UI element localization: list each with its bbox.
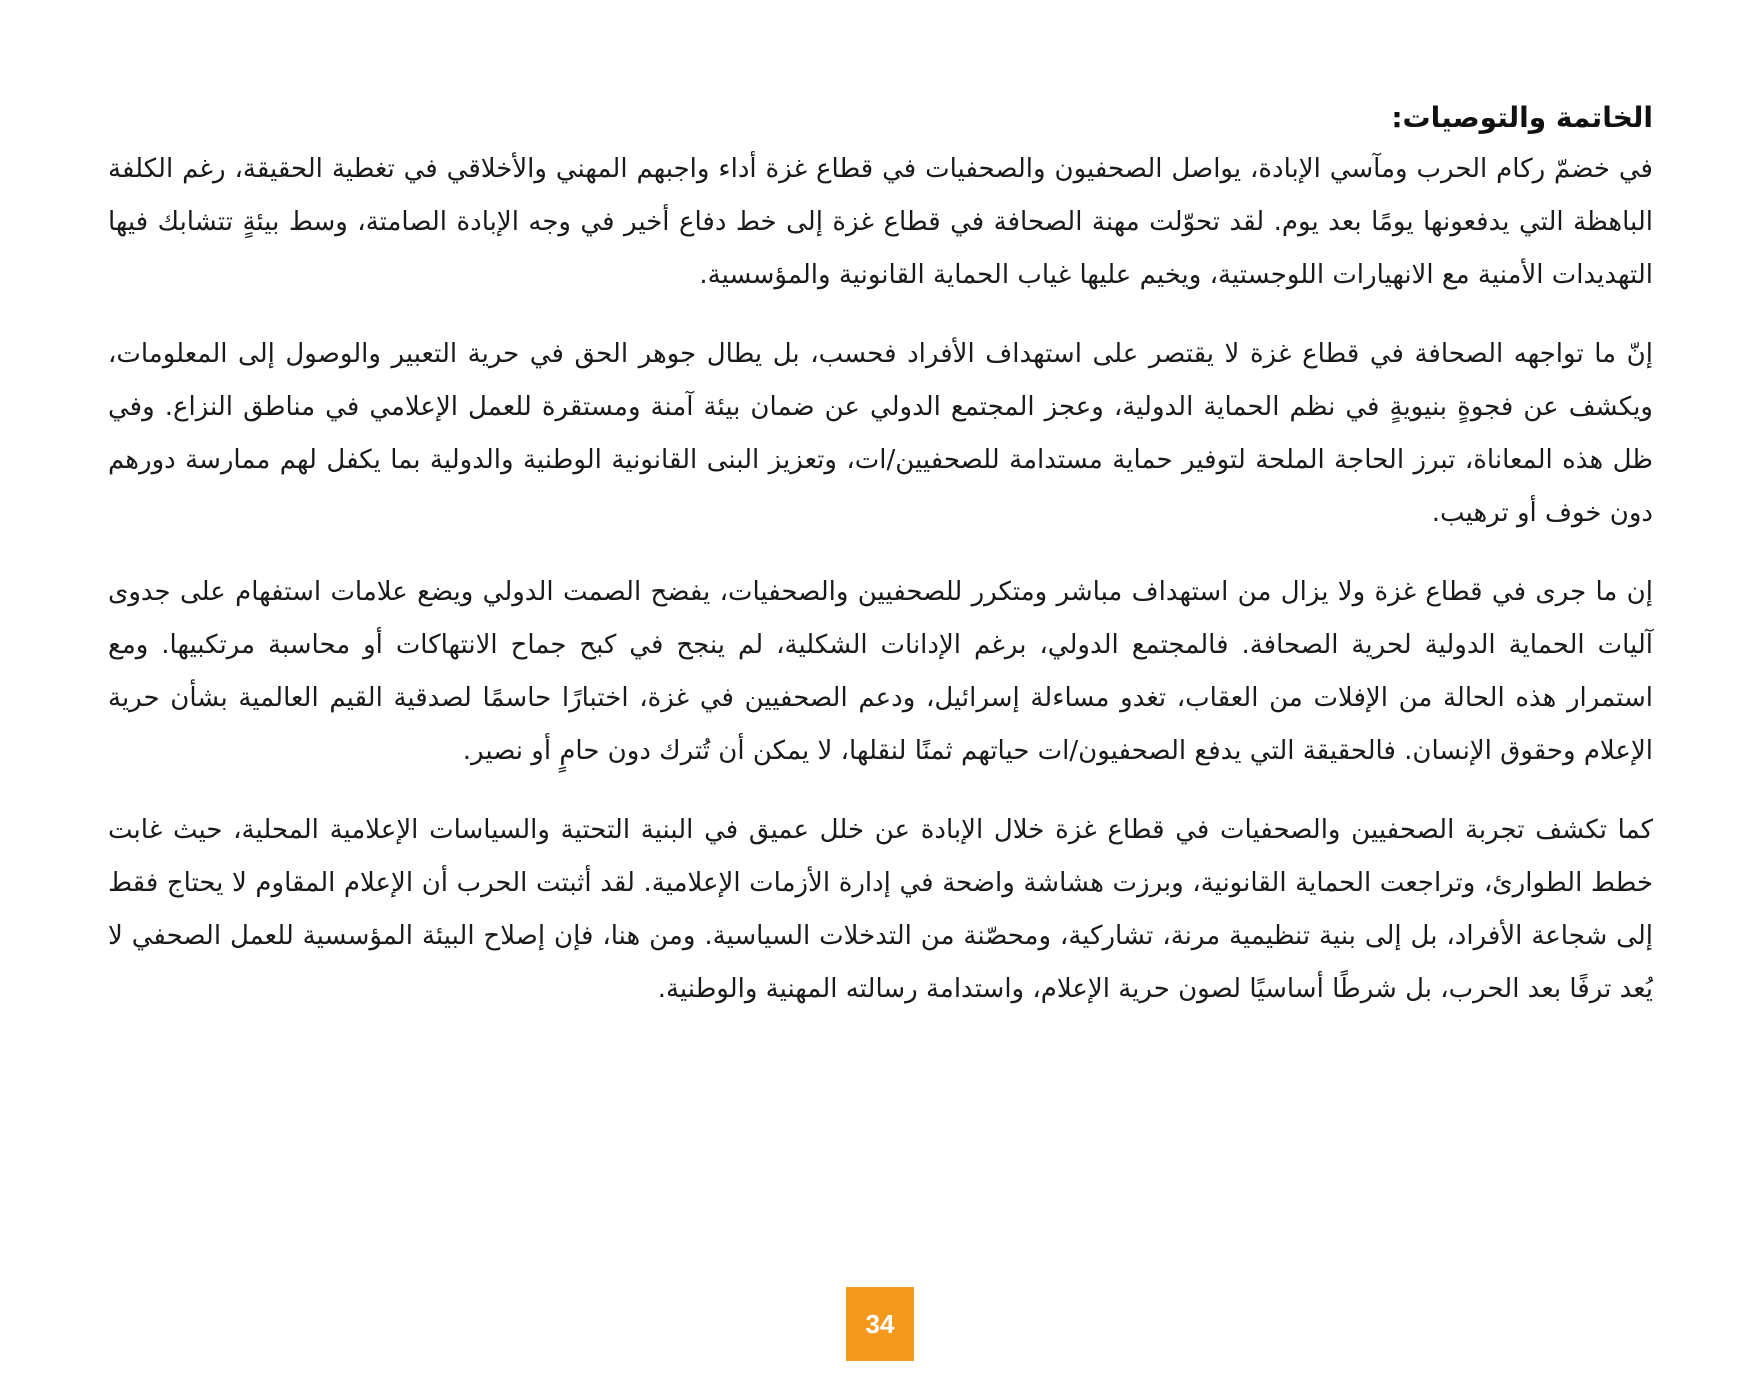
paragraph-1: في خضمّ ركام الحرب ومآسي الإبادة، يواصل الصحفيون والصحفيات في قطاع غزة أداء واجبهم المهني والأخلاقي في تغطية الحقيقة، رغم الكلفة الباهظة التي يدفعونها يومًا بعد يوم. لقد تحوّلت مهنة الصحافة في قطاع غزة إلى خط دفاع أخير في وجه الإبادة الصامتة، وسط بيئةٍ تتشابك فيها التهديدات الأمنية مع الانهيارات اللوجستية، ويخيم عليها غياب الحماية القانونية والمؤسسية.: [108, 154, 1653, 290]
page-content: [108, 95, 1653, 1042]
paragraph-4: كما تكشف تجربة الصحفيين والصحفيات في قطاع غزة خلال الإبادة عن خلل عميق في البنية التحتية والسياسات الإعلامية المحلية، حيث غابت خطط الطوارئ، وتراجعت الحماية القانونية، وبرزت هشاشة واضحة في إدارة الأزمات الإعلامية. لقد أثبتت الحرب أن الإعلام المقاوم لا يحتاج فقط إلى شجاعة الأفراد، بل إلى بنية تنظيمية مرنة، تشاركية، ومحصّنة من التدخلات السياسية. ومن هنا، فإن إصلاح البيئة المؤسسية للعمل الصحفي لا يُعد ترفًا بعد الحرب، بل شرطًا أساسيًا لصون حرية الإعلام، واستدامة رسالته المهنية والوطنية.: [108, 815, 1653, 1004]
page-number-badge: 34: [846, 1287, 914, 1361]
paragraph-2: إنّ ما تواجهه الصحافة في قطاع غزة لا يقتصر على استهداف الأفراد فحسب، بل يطال جوهر الحق في حرية التعبير والوصول إلى المعلومات، ويكشف عن فجوةٍ بنيويةٍ في نظم الحماية الدولية، وعجز المجتمع الدولي عن ضمان بيئة آمنة ومستقرة للعمل الإعلامي في مناطق النزاع. وفي ظل هذه المعاناة، تبرز الحاجة الملحة لتوفير حماية مستدامة للصحفيين/ات، وتعزيز البنى القانونية الوطنية والدولية بما يكفل لهم ممارسة دورهم دون خوف أو ترهيب.: [108, 339, 1653, 528]
paragraph-3: إن ما جرى في قطاع غزة ولا يزال من استهداف مباشر ومتكرر للصحفيين والصحفيات، يفضح الصمت الدولي ويضع علامات استفهام على جدوى آليات الحماية الدولية لحرية الصحافة. فالمجتمع الدولي، برغم الإدانات الشكلية، لم ينجح في كبح جماح الانتهاكات أو محاسبة مرتكبيها. ومع استمرار هذه الحالة من الإفلات من العقاب، تغدو مساءلة إسرائيل، ودعم الصحفيين في غزة، اختبارًا حاسمًا لصدقية القيم العالمية بشأن حرية الإعلام وحقوق الإنسان. فالحقيقة التي يدفع الصحفيون/ات حياتهم ثمنًا لنقلها، لا يمكن أن تُترك دون حامٍ أو نصير.: [108, 577, 1653, 766]
section-heading: الخاتمة والتوصيات:: [1391, 101, 1653, 134]
